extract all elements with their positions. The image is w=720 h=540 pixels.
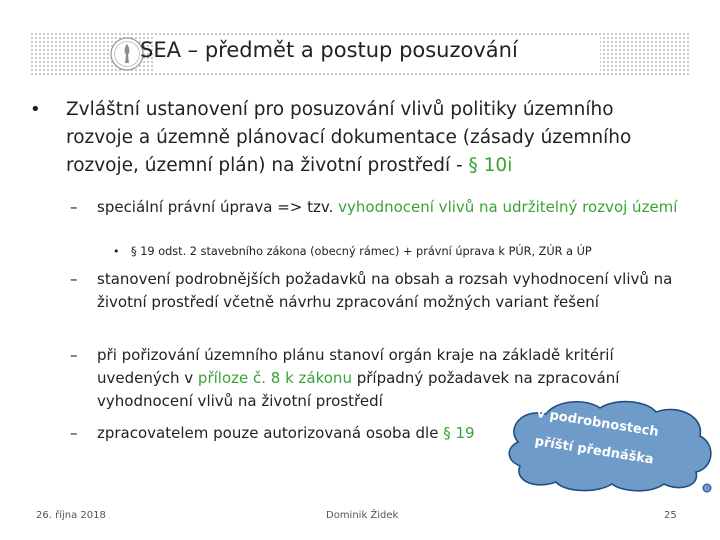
sub-bullet-dash-2: – xyxy=(70,270,78,288)
main-bullet-body: Zvláštní ustanovení pro posuzování vlivů politiky územního rozvoje a územně plánovací dokumentace (zásady územního rozvoje, územní plán) na životní prostředí - xyxy=(66,99,632,176)
footer-date: 26. října 2018 xyxy=(36,510,106,521)
callout-line-2: příští přednáška xyxy=(533,434,655,468)
callout-line-1: v podrobnostech xyxy=(535,406,660,441)
annex-8-link[interactable]: příloze č. 8 k zákonu xyxy=(197,369,352,387)
sub-bullet-4-text: zpracovatelem pouze autorizovaná osoba dle xyxy=(97,424,444,442)
sub-bullet-2: stanovení podrobnějších požadavků na obsah a rozsah vyhodnocení vlivů na životní prostředí včetně návrhu zpracování možných variant řešení xyxy=(97,270,673,311)
sub-bullet-3-before: při pořizování územního plánu stanoví orgán kraje na základě kritérií uvedených v xyxy=(97,346,614,387)
sub-bullet-dash-4: – xyxy=(70,424,78,442)
main-bullet-text xyxy=(66,96,686,180)
footer-page-number: 25 xyxy=(664,510,677,521)
sub-bullet-1-text: speciální právní úprava => tzv. xyxy=(97,198,339,216)
slide-title: SEA – předmět a postup posuzování xyxy=(140,38,518,62)
sub-sub-bullet-1: § 19 odst. 2 stavebního zákona (obecný rámec) + právní úprava k PÚR, ZÚR a ÚP xyxy=(131,245,592,258)
sub-bullet-dash-3: – xyxy=(70,346,78,364)
sustainability-assessment-link[interactable]: vyhodnocení vlivů na udržitelný rozvoj území xyxy=(338,198,678,216)
callout-bubble xyxy=(504,398,718,494)
footer-author: Dominik Židek xyxy=(326,510,399,521)
main-bullet-marker: • xyxy=(30,99,41,120)
sub-bullet-1 xyxy=(97,196,687,219)
section-10i-link[interactable]: § 10i xyxy=(468,155,513,176)
sub-sub-bullet-marker: • xyxy=(113,245,120,258)
sub-bullet-dash-1: – xyxy=(70,198,78,216)
sub-bullet-3-after: případný požadavek na zpracování vyhodnocení vlivů na životní prostředí xyxy=(97,369,620,410)
section-19-link[interactable]: § 19 xyxy=(443,424,475,442)
